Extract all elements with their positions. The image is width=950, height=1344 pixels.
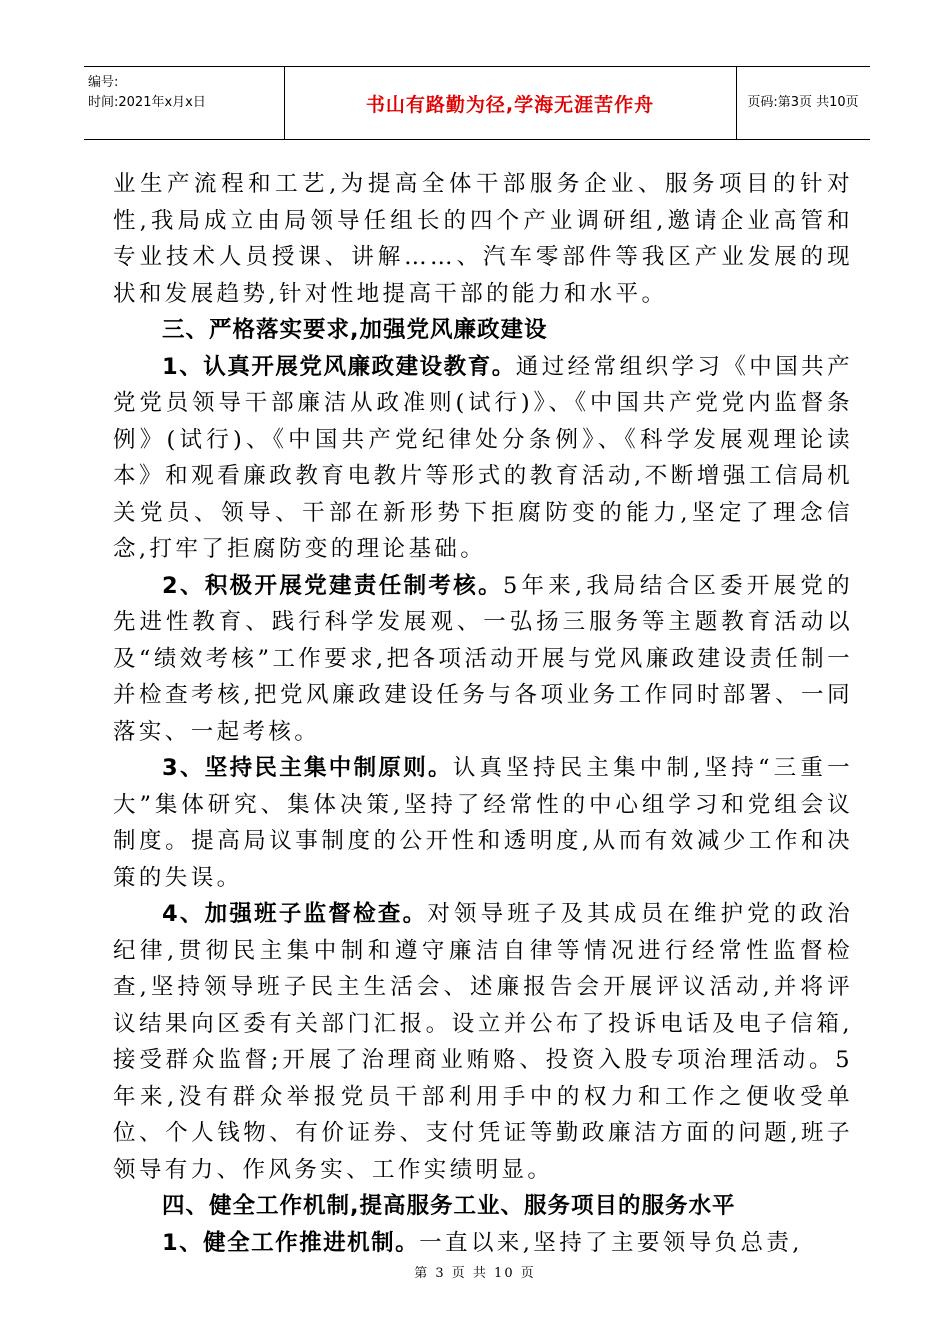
motto: 书山有路勤为径,学海无涯苦作舟 (365, 93, 655, 116)
paragraph-item-5 (113, 1225, 853, 1262)
paragraph-item-3 (113, 750, 853, 896)
item-3-body: 认真坚持民主集中制,坚持“三重一大”集体研究、集体决策,坚持了经常性的中心组学习和党组会议制度。提高局议事制度的公开性和透明度,从而有效减少工作和决策的失误。 (113, 755, 853, 891)
paragraph-item-4 (113, 896, 853, 1188)
page-footer: 第 3 页 共 10 页 (414, 1266, 536, 1281)
section-heading-4-text: 四、健全工作机制,提高服务工业、服务项目的服务水平 (162, 1193, 736, 1219)
header-meta-cell (84, 67, 285, 139)
item-5-body: 一直以来,坚持了主要领导负总责, (419, 1229, 803, 1256)
paragraph-item-2 (113, 568, 853, 751)
page-info: 页码:第3页 共10页 (747, 95, 859, 110)
item-1-lead: 1、认真开展党风廉政建设教育。 (162, 353, 516, 380)
time-label: 时间:2021年x月x日 (88, 95, 206, 110)
section-heading-4 (113, 1188, 853, 1225)
item-3-lead: 3、坚持民主集中制原则。 (162, 755, 453, 781)
document-body (113, 166, 853, 1261)
paragraph-item-1 (113, 349, 853, 568)
item-5-lead: 1、健全工作推进机制。 (162, 1229, 420, 1256)
document-header (84, 66, 870, 140)
item-4-lead: 4、加强班子监督检查。 (162, 901, 428, 927)
section-heading-3-text: 三、严格落实要求,加强党风廉政建设 (162, 317, 548, 343)
item-2-body: 5年来,我局结合区委开展党的先进性教育、践行科学发展观、一弘扬三服务等主题教育活动以及“绩效考核”工作要求,把各项活动开展与党风廉政建设责任制一并检查考核,把党风廉政建设任务与各项业务工作同时部署、一同落实、一起考核。 (113, 572, 853, 745)
paragraph-continuation: 业生产流程和工艺,为提高全体干部服务企业、服务项目的针对性,我局成立由局领导任组长的四个产业调研组,邀请企业高管和专业技术人员授课、讲解……、汽车零部件等我区产业发展的现状和发展趋势,针对性地提高干部的能力和水平。 (113, 171, 853, 307)
header-motto-cell (284, 67, 737, 139)
number-label: 编号: (88, 75, 119, 90)
item-4-body: 对领导班子及其成员在维护党的政治纪律,贯彻民主集中制和遵守廉洁自律等情况进行经常性监督检查,坚持领导班子民主生活会、述廉报告会开展评议活动,并将评议结果向区委有关部门汇报。设立并公布了投诉电话及电子信箱,接受群众监督;开展了治理商业贿赂、投资入股专项治理活动。5年来,没有群众举报党员干部利用手中的权力和工作之便收受单位、个人钱物、有价证券、支付凭证等勤政廉洁方面的问题,班子领导有力、作风务实、工作实绩明显。 (113, 901, 854, 1183)
item-1-body: 通过经常组织学习《中国共产党党员领导干部廉洁从政准则(试行)》、《中国共产党党内监督条例》(试行)、《中国共产党纪律处分条例》、《科学发展观理论读本》和观看廉政教育电教片等形式的教育活动,不断增强工信局机关党员、领导、干部在新形势下拒腐防变的能力,坚定了理念信念,打牢了拒腐防变的理论基础。 (113, 353, 854, 562)
item-2-lead: 2、积极开展党建责任制考核。 (162, 572, 503, 599)
header-page-cell (736, 67, 870, 139)
section-heading-3 (113, 312, 853, 349)
